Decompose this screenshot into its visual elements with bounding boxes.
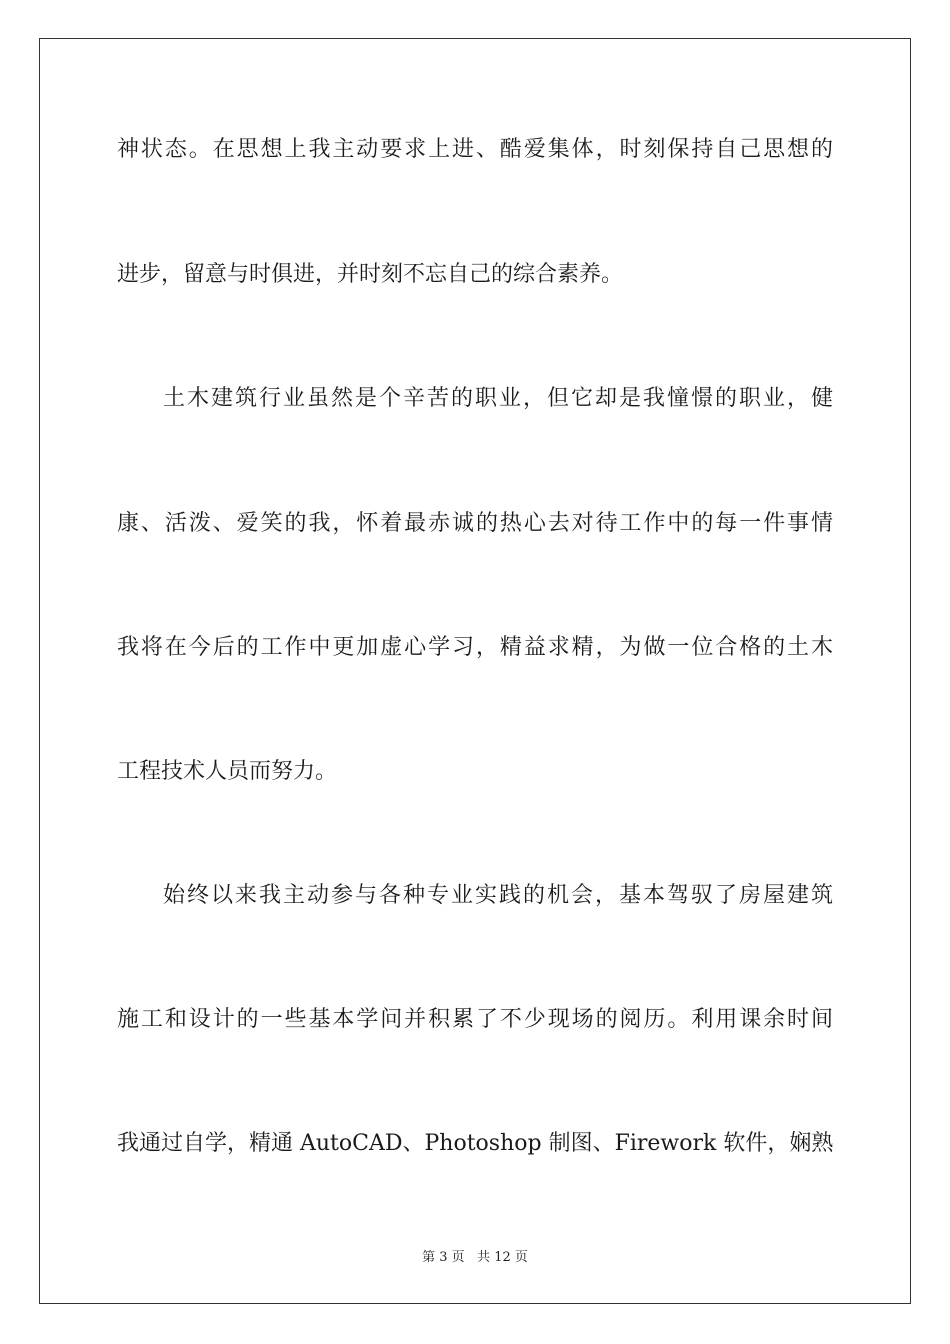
text-line: 我将在今后的工作中更加虚心学习，精益求精，为做一位合格的土木: [117, 635, 833, 660]
text-line: 土木建筑行业虽然是个辛苦的职业，但它却是我憧憬的职业，健: [163, 386, 833, 411]
text-line: 始终以来我主动参与各种专业实践的机会，基本驾驭了房屋建筑: [163, 883, 833, 908]
text-line: 我通过自学，精通 AutoCAD、Photoshop 制图、Firework 软件，娴熟: [117, 1131, 834, 1156]
text-line: 工程技术人员而努力。: [117, 759, 338, 784]
text-line: 进步，留意与时俱进，并时刻不忘自己的综合素养。: [117, 262, 624, 287]
text-line: 康、活泼、爱笑的我，怀着最赤诚的热心去对待工作中的每一件事情: [117, 511, 833, 536]
text-line: 神状态。在思想上我主动要求上进、酷爱集体，时刻保持自己思想的: [117, 137, 833, 162]
text-line: 施工和设计的一些基本学问并积累了不少现场的阅历。利用课余时间: [117, 1007, 833, 1032]
page-border: [39, 38, 911, 1304]
page-number-footer: 第 3 页 共 12 页: [422, 1250, 528, 1265]
